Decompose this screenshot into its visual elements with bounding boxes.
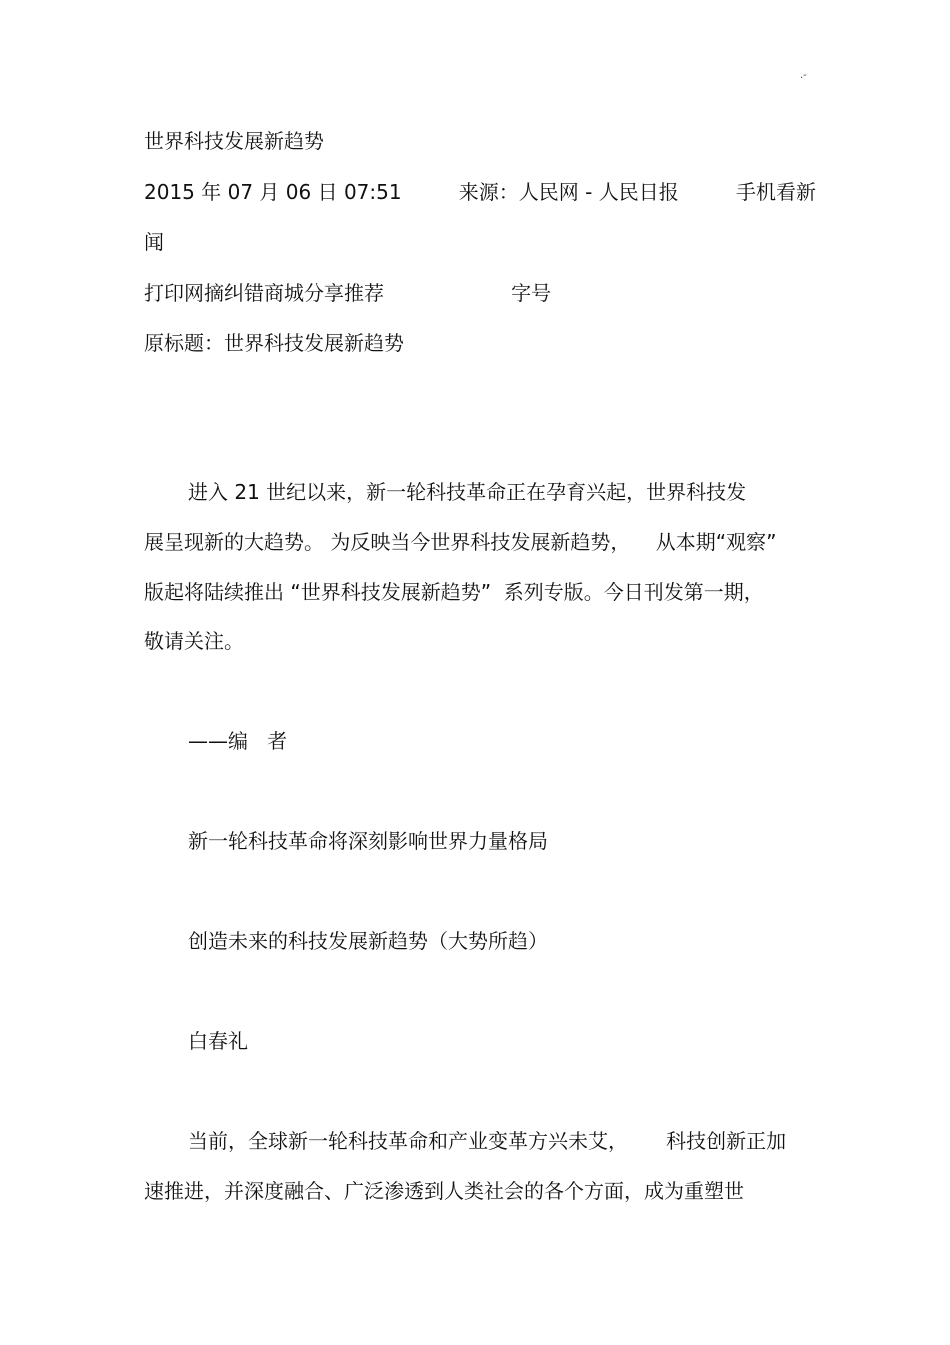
original-title: 原标题：世界科技发展新趋势 <box>144 331 404 355</box>
meta-line-continued: 闻 <box>144 230 164 254</box>
meta-line: 2015 年 07 月 06 日 07:51 来源：人民网 - 人民日报 手机看新 <box>144 180 816 204</box>
author: 白春礼 <box>188 1029 248 1053</box>
editor-signature: ——编 者 <box>188 729 288 753</box>
corner-mark: .- <box>800 70 807 81</box>
editor-note-line: 版起将陆续推出 “世界科技发展新趋势” 系列专版。今日刊发第一期， <box>144 580 764 604</box>
subheadline: 创造未来的科技发展新趋势（大势所趋） <box>188 929 548 953</box>
toolbar-line: 打印网摘纠错商城分享推荐 字号 <box>144 281 552 305</box>
editor-note-line: 进入 21 世纪以来，新一轮科技革命正在孕育兴起，世界科技发 <box>188 480 747 504</box>
editor-note-line: 展呈现新的大趋势。 为反映当今世界科技发展新趋势， 从本期“观察” <box>144 530 777 554</box>
article-title: 世界科技发展新趋势 <box>144 129 324 153</box>
editor-note-line: 敬请关注。 <box>144 629 244 653</box>
body-line: 速推进，并深度融合、广泛渗透到人类社会的各个方面，成为重塑世 <box>144 1179 744 1203</box>
body-line: 当前，全球新一轮科技革命和产业变革方兴未艾， 科技创新正加 <box>188 1129 787 1153</box>
headline: 新一轮科技革命将深刻影响世界力量格局 <box>188 829 548 853</box>
